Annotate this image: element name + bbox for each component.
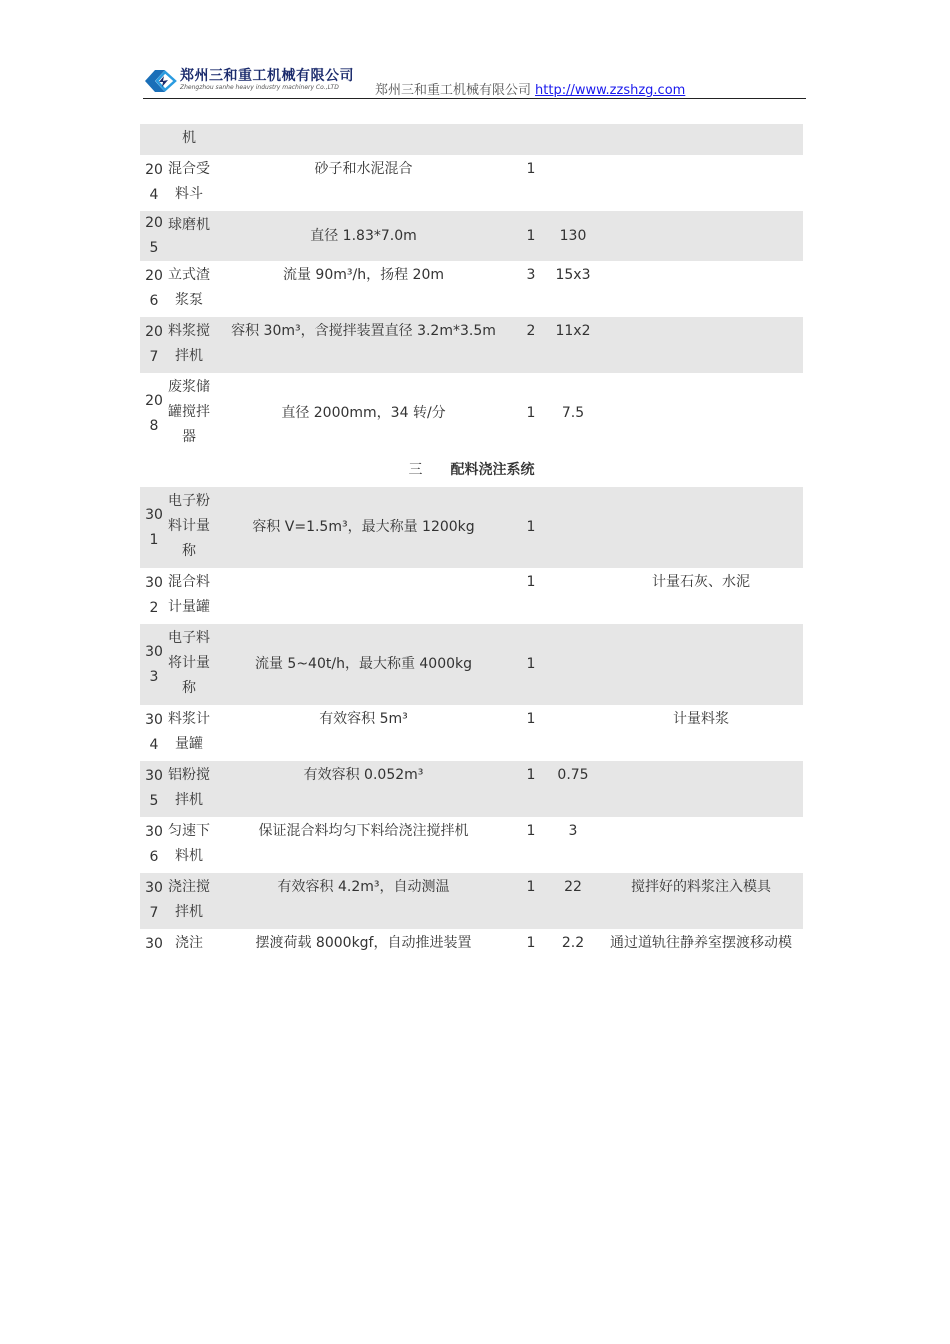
- item-spec: 容积 30m³，含搅拌装置直径 3.2m*3.5m: [212, 317, 515, 373]
- item-name: 铝粉搅拌机: [166, 761, 212, 817]
- item-number: 30: [145, 936, 163, 952]
- item-power: [547, 124, 599, 155]
- table-row: [140, 487, 803, 568]
- item-number: 301: [140, 487, 166, 568]
- item-quantity: 1: [515, 873, 547, 929]
- item-number: 204: [145, 162, 163, 203]
- item-quantity: 1: [526, 935, 536, 951]
- item-number: 305: [140, 761, 166, 817]
- section-heading: [140, 454, 803, 487]
- item-name: 匀速下料机: [168, 823, 210, 864]
- item-name: 料浆搅拌机: [166, 317, 212, 373]
- item-power: 0.75: [547, 761, 599, 817]
- section-title: 配料浇注系统: [450, 462, 535, 478]
- header-company-line: [375, 79, 685, 98]
- item-note: 计量石灰、水泥: [652, 574, 750, 590]
- item-name: 料浆计量罐: [168, 711, 210, 752]
- item-note: [599, 624, 803, 705]
- item-number: 302: [145, 575, 163, 616]
- item-quantity: 1: [515, 211, 547, 261]
- item-note: 通过道轨往静养室摆渡移动模: [610, 935, 792, 951]
- item-quantity: 2: [515, 317, 547, 373]
- item-power: 11x2: [547, 317, 599, 373]
- table-row: [140, 211, 803, 261]
- item-number: 306: [145, 824, 163, 865]
- logo-company-name-cn: 郑州三和重工机械有限公司: [180, 68, 354, 84]
- logo-company-name-en: Zhengzhou sanhe heavy industry machinery Co.,LTD: [180, 84, 339, 91]
- item-quantity: 1: [526, 711, 536, 727]
- item-name: 浇注: [175, 935, 203, 951]
- item-power: [547, 705, 599, 761]
- item-name: 浇注搅拌机: [166, 873, 212, 929]
- table-row: [140, 873, 803, 929]
- item-quantity: 1: [526, 574, 536, 590]
- item-number: [140, 124, 166, 155]
- item-spec: 砂子和水泥混合: [314, 161, 413, 177]
- table-row: [140, 705, 803, 761]
- item-quantity: 1: [526, 405, 536, 421]
- item-note: [599, 817, 803, 873]
- item-spec: 有效容积 4.2m³，自动测温: [212, 873, 515, 929]
- item-spec: 直径 1.83*7.0m: [212, 211, 515, 261]
- item-name: 球磨机: [166, 211, 212, 261]
- item-quantity: 1: [515, 487, 547, 568]
- item-note: [599, 124, 803, 155]
- item-note: [599, 373, 803, 454]
- item-spec: 有效容积 0.052m³: [212, 761, 515, 817]
- item-name: 机: [166, 124, 212, 155]
- item-quantity: 3: [526, 267, 536, 283]
- table-row: [140, 155, 803, 211]
- item-power: 130: [547, 211, 599, 261]
- item-quantity: [515, 124, 547, 155]
- item-note: [599, 487, 803, 568]
- company-logo-icon: [143, 68, 177, 94]
- item-power: 7.5: [561, 405, 585, 421]
- item-note: [599, 761, 803, 817]
- item-spec: 有效容积 5m³: [319, 711, 408, 727]
- page-header: [143, 64, 806, 99]
- item-name: 电子料将计量称: [166, 624, 212, 705]
- header-company-name: 郑州三和重工机械有限公司: [375, 83, 532, 98]
- item-spec: 保证混合料均匀下料给浇注搅拌机: [258, 823, 469, 839]
- item-number: 303: [140, 624, 166, 705]
- item-quantity: 1: [515, 624, 547, 705]
- item-note: 搅拌好的料浆注入模具: [599, 873, 803, 929]
- item-power: [547, 624, 599, 705]
- item-number: 307: [140, 873, 166, 929]
- item-power: 15x3: [555, 267, 591, 283]
- item-power: [547, 155, 599, 211]
- item-name: 废浆储罐搅拌器: [168, 379, 210, 445]
- item-note: [599, 155, 803, 211]
- equipment-table: [140, 124, 803, 960]
- table-row: [140, 373, 803, 454]
- section-row: [140, 454, 803, 487]
- item-power: [547, 487, 599, 568]
- item-power: 3: [568, 823, 578, 839]
- table-row: [140, 624, 803, 705]
- equipment-table-container: [140, 124, 803, 960]
- item-spec: 直径 2000mm，34 转/分: [281, 405, 446, 421]
- equipment-table-body: [140, 124, 803, 960]
- item-number: 207: [140, 317, 166, 373]
- item-number: 208: [145, 392, 163, 434]
- item-spec: 流量 5~40t/h，最大称重 4000kg: [212, 624, 515, 705]
- item-spec: [212, 124, 515, 155]
- item-number: 304: [145, 712, 163, 753]
- item-spec: 流量 90m³/h，扬程 20m: [282, 267, 444, 283]
- item-name: 混合受料斗: [168, 161, 210, 202]
- item-note: [599, 211, 803, 261]
- item-power: [547, 568, 599, 624]
- table-row: [140, 261, 803, 317]
- company-website-link[interactable]: http://www.zzshzg.com: [535, 83, 686, 98]
- item-power: 2.2: [561, 935, 585, 951]
- item-power: 22: [547, 873, 599, 929]
- item-number: 205: [140, 211, 166, 261]
- item-name: 混合料计量罐: [168, 574, 210, 615]
- table-row: [140, 317, 803, 373]
- item-quantity: 1: [526, 161, 536, 177]
- table-row: [140, 124, 803, 155]
- table-row: [140, 761, 803, 817]
- item-quantity: 1: [515, 761, 547, 817]
- item-name: 立式渣浆泵: [168, 267, 210, 308]
- section-number: 三: [408, 462, 423, 478]
- item-spec: 摆渡荷载 8000kgf，自动推进装置: [255, 935, 472, 951]
- item-spec: [212, 568, 515, 624]
- item-spec: 容积 V=1.5m³，最大称量 1200kg: [212, 487, 515, 568]
- item-quantity: 1: [526, 823, 536, 839]
- item-number: 206: [145, 268, 163, 309]
- table-row: [140, 929, 803, 960]
- item-name: 电子粉料计量称: [166, 487, 212, 568]
- item-note: [599, 261, 803, 317]
- table-row: [140, 568, 803, 624]
- table-row: [140, 817, 803, 873]
- item-note: [599, 317, 803, 373]
- item-note: 计量料浆: [673, 711, 729, 727]
